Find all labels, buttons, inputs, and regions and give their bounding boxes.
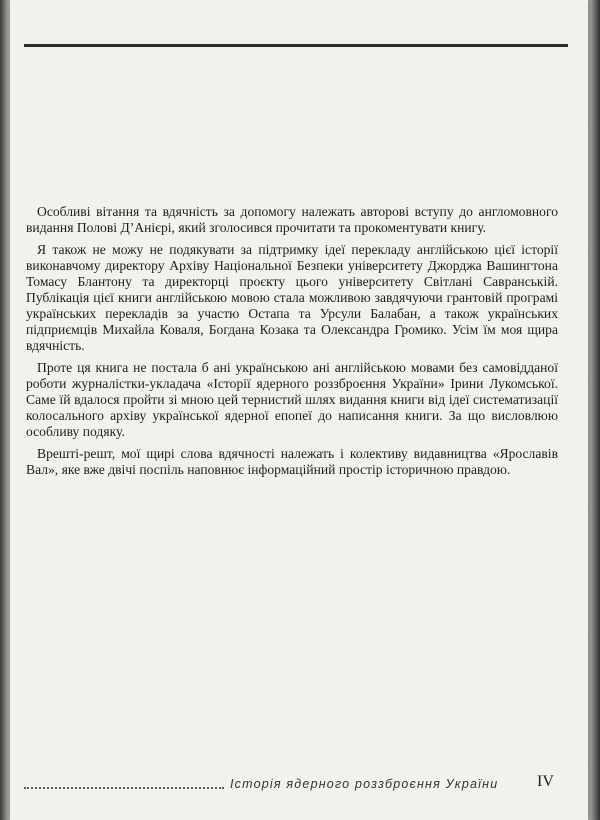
footer-dotted-rule [24, 787, 224, 789]
book-page [10, 0, 588, 820]
paragraph-2: Я також не можу не подякувати за підтримку ідеї перекладу англійською цієї історії виконавчому директору Архіву Національної Безпеки університету Джорджа Вашингтона Томасу Блантону та директорці проєкту цього університету Світлані Савранській. Публікація цієї книги англійською мовою стала можливою завдячуючи грантовій програмі українських перекладів за участю Остапа та Урсули Балабан, а також українських підприємців Михайла Коваля, Богдана Козака та Олександра Громико. Усім їм моя щира вдячність. [26, 242, 558, 353]
body-text [26, 204, 558, 484]
paragraph-1: Особливі вітання та вдячність за допомогу належать авторові вступу до англомовного видання Полові Д’Анієрі, який зголосився прочитати та прокоментувати книгу. [26, 204, 558, 235]
page-number: IV [537, 773, 554, 790]
scan-edge-left [0, 0, 10, 820]
paragraph-3: Проте ця книга не постала б ані українською ані англійською мовами без самовідданої роботи журналістки-укладача «Історії ядерного роззброєння України» Ірини Лукомської. Саме їй вдалося пройти зі мною цей тернистий шлях видання книги від ідеї систематизації колосального архіву української ядерної епопеї до написання книги. За що висловлюю особливу подяку. [26, 360, 558, 439]
paragraph-4: Врешті-решт, мої щирі слова вдячності належать і колективу видавництва «Ярославів Вал», яке вже двічі поспіль наповнює інформаційний простір історичною правдою. [26, 446, 558, 477]
header-rule [24, 44, 568, 47]
running-footer-title: Історія ядерного роззброєння України [230, 777, 499, 791]
scan-edge-right [588, 0, 600, 820]
